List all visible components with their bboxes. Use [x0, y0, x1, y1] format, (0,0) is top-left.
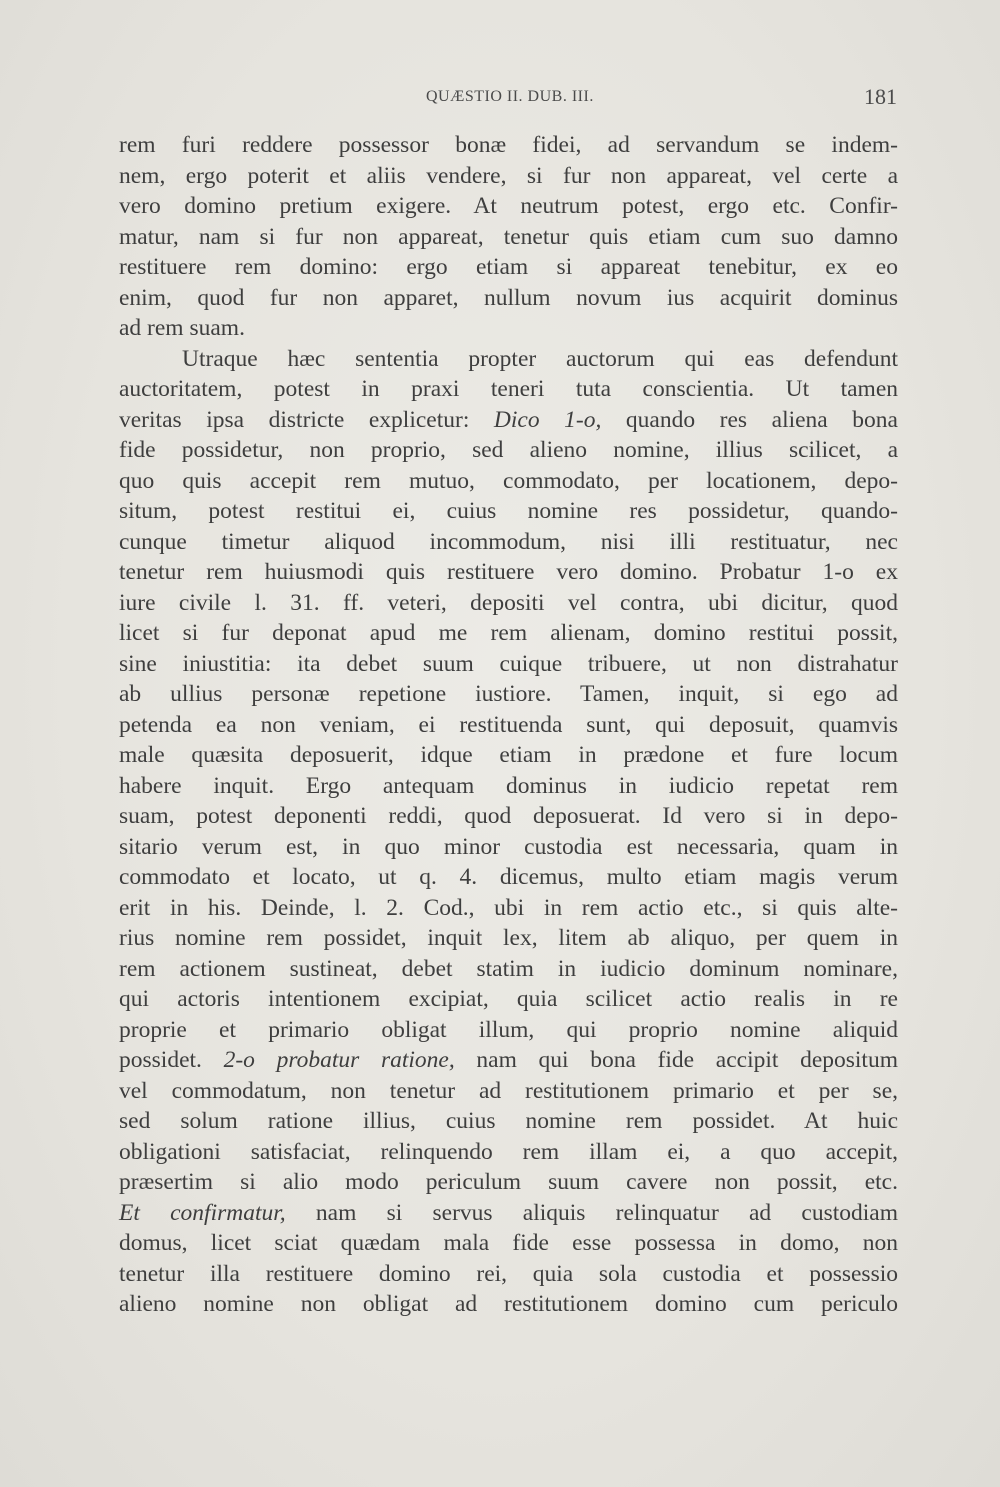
- text-line: vero domino pretium exigere. At neutrum potest, ergo etc. Confir-: [119, 193, 898, 219]
- text-line: sine iniustitia: ita debet suum cuique tribuere, ut non distrahatur: [119, 650, 898, 677]
- text-line: restituere rem domino: ergo etiam si appareat tenebitur, ex eo: [119, 254, 898, 280]
- text-line: obligationi satisfaciat, relinquendo rem illam ei, a quo accepit,: [119, 1138, 898, 1165]
- text-line: proprie et primario obligat illum, qui proprio nomine aliquid: [119, 1016, 898, 1043]
- text-line: rius nomine rem possidet, inquit lex, litem ab aliquo, per quem in: [119, 925, 898, 951]
- text-line: ad rem suam.: [119, 315, 245, 341]
- text-line: enim, quod fur non apparet, nullum novum ius acquirit dominus: [119, 284, 898, 311]
- text-line: licet si fur deponat apud me rem alienam, domino restitui possit,: [119, 620, 898, 646]
- text-line: auctoritatem, potest in praxi teneri tuta conscientia. Ut tamen: [119, 376, 898, 402]
- italic-run: Dico 1-o,: [493, 406, 602, 433]
- text-line: commodato et locato, ut q. 4. dicemus, multo etiam magis verum: [119, 864, 898, 890]
- text-line: [119, 1045, 898, 1076]
- text-line: domus, licet sciat quædam mala fide esse possessa in domo, non: [119, 1230, 898, 1256]
- running-head: [0, 84, 1000, 114]
- text-line: rem furi reddere possessor bonæ fidei, ad servandum se indem-: [119, 132, 898, 158]
- italic-run: Et confirmatur,: [119, 1199, 286, 1226]
- text-line: rem actionem sustineat, debet statim in iudicio dominum nominare,: [119, 955, 898, 982]
- text-line: præsertim si alio modo periculum suum cavere non possit, etc.: [119, 1169, 898, 1195]
- text-line: suam, potest deponenti reddi, quod deposuerat. Id vero si in depo-: [119, 803, 898, 829]
- text-line: habere inquit. Ergo antequam dominus in iudicio repetat rem: [119, 772, 898, 799]
- text-line: vel commodatum, non tenetur ad restitutionem primario et per se,: [119, 1077, 898, 1104]
- italic-run: 2-o probatur ratione,: [223, 1047, 455, 1073]
- text-run: nam qui bona fide accipit depositum: [454, 1047, 898, 1073]
- text-line: alieno nomine non obligat ad restitutionem domino cum periculo: [119, 1291, 898, 1317]
- text-line: tenetur illa restituere domino rei, quia sola custodia et possessio: [119, 1260, 898, 1287]
- text-run: nam si servus aliquis relinquatur ad custodiam: [285, 1199, 899, 1226]
- text-line: sitario verum est, in quo minor custodia est necessaria, quam in: [119, 833, 898, 860]
- text-line: Utraque hæc sententia propter auctorum qui eas defendunt: [182, 345, 898, 372]
- text-line: matur, nam si fur non appareat, tenetur quis etiam cum suo damno: [119, 223, 898, 250]
- text-line: quo quis accepit rem mutuo, commodato, per locationem, depo-: [119, 467, 898, 494]
- page-number: 181: [864, 84, 897, 109]
- text-run: quando res aliena bona: [601, 406, 898, 433]
- text-run: possidet.: [119, 1047, 224, 1073]
- text-line: erit in his. Deinde, l. 2. Cod., ubi in rem actio etc., si quis alte-: [119, 894, 898, 921]
- text-line: nem, ergo poterit et aliis vendere, si fur non appareat, vel certe a: [119, 162, 898, 189]
- text-line: iure civile l. 31. ff. veteri, depositi vel contra, ubi dicitur, quod: [119, 589, 898, 616]
- text-line: fide possidetur, non proprio, sed alieno nomine, illius scilicet, a: [119, 437, 898, 463]
- running-title: QUÆSTIO II. DUB. III.: [426, 88, 594, 105]
- text-line: male quæsita deposuerit, idque etiam in prædone et fure locum: [119, 742, 898, 768]
- text-line: cunque timetur aliquod incommodum, nisi illi restituatur, nec: [119, 528, 898, 555]
- text-line: situm, potest restitui ei, cuius nomine res possidetur, quando-: [119, 498, 898, 524]
- text-line: [119, 405, 898, 436]
- body-text: [119, 130, 898, 1320]
- text-line: petenda ea non veniam, ei restituenda sunt, qui deposuit, quamvis: [119, 711, 898, 738]
- text-line: ab ullius personæ repetione iustiore. Tamen, inquit, si ego ad: [119, 681, 898, 707]
- text-line: qui actoris intentionem excipiat, quia scilicet actio realis in re: [119, 986, 898, 1012]
- text-line: tenetur rem huiusmodi quis restituere vero domino. Probatur 1-o ex: [119, 559, 898, 585]
- text-line: sed solum ratione illius, cuius nomine rem possidet. At huic: [119, 1108, 898, 1134]
- text-run: veritas ipsa districte explicetur:: [119, 406, 494, 433]
- text-line: [119, 1198, 898, 1229]
